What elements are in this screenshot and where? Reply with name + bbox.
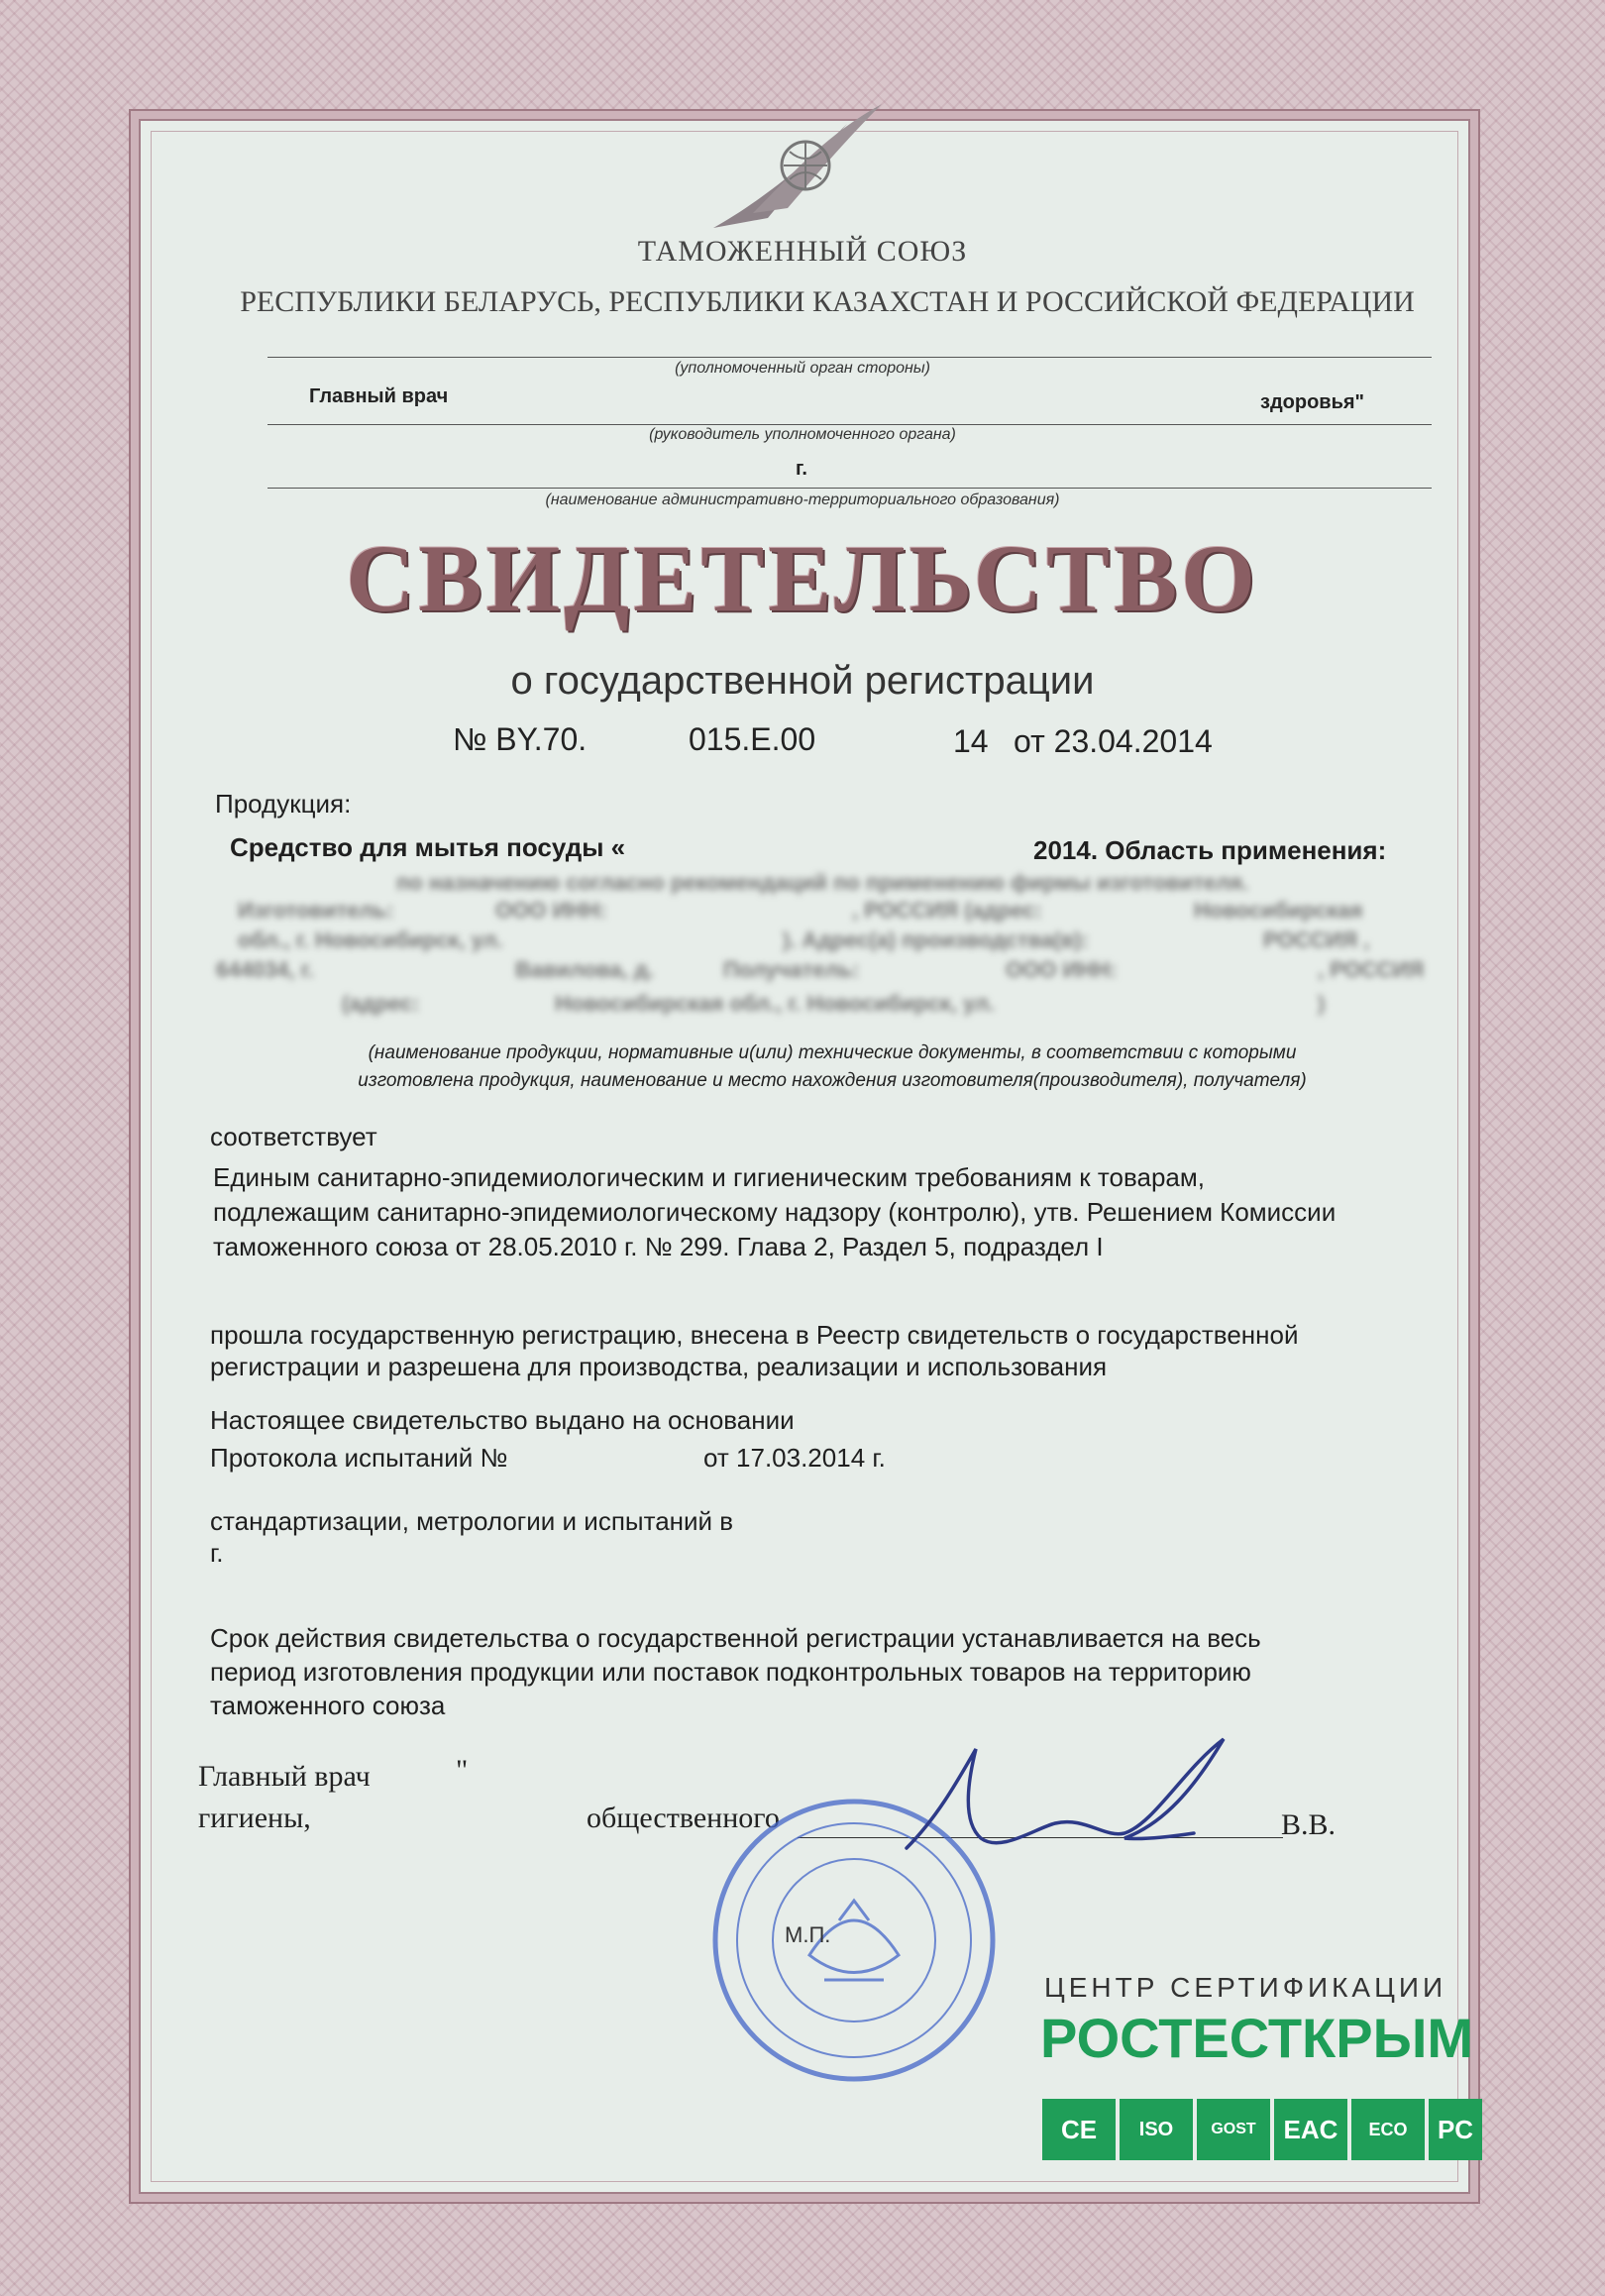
badge-iso-icon: ISO — [1120, 2099, 1193, 2160]
admin-line — [268, 488, 1432, 489]
redacted-line-5b: Новосибирская обл., г. Новосибирск, ул. — [555, 991, 995, 1016]
sign-initials: В.В. — [1281, 1808, 1337, 1841]
redacted-line-4b: Вавилова, д. — [515, 957, 655, 982]
redacted-line-5c: ) — [1318, 991, 1326, 1016]
badge-ce-icon: CE — [1042, 2099, 1116, 2160]
union-title: ТАМОЖЕННЫЙ СОЮЗ — [637, 235, 968, 268]
cert-center-top: ЦЕНТР СЕРТИФИКАЦИИ — [1044, 1972, 1447, 2003]
badge-gost-icon: GOST — [1197, 2099, 1270, 2160]
admin-caption: (наименование административно-территориального образования) — [545, 492, 1060, 508]
handwritten-signature — [897, 1729, 1253, 1888]
redacted-line-4a: 644034, г. — [216, 957, 314, 982]
redacted-line-3b: ). Адрес(а) производства(в): — [783, 928, 1089, 952]
sign-public: общественного — [587, 1802, 780, 1834]
cert-center-brand: РОСТЕСТКРЫМ — [1040, 2007, 1474, 2069]
head-caption: (руководитель уполномоченного органа) — [649, 426, 956, 443]
sign-quote: " — [456, 1754, 469, 1787]
redacted-line-3c: РОССИЯ , — [1263, 928, 1370, 952]
conformity-line-2: подлежащим санитарно-эпидемиологическому надзору (контролю), утв. Решением Комиссии — [213, 1197, 1337, 1227]
redacted-line-2b: ООО ИНН: — [495, 898, 607, 923]
validity-line-2: период изготовления продукции или поставок подконтрольных товаров на территорию — [210, 1657, 1251, 1687]
validity-line-3: таможенного союза — [210, 1691, 446, 1720]
product-caption-2: изготовлена продукция, наименование и место нахождения изготовителя(производителя), получателя) — [358, 1070, 1307, 1091]
badge-pc-icon: PC — [1429, 2099, 1482, 2160]
protocol-date: от 17.03.2014 г. — [703, 1443, 886, 1473]
chief-right: здоровья" — [1260, 391, 1365, 413]
redacted-line-4d: ООО ИНН: — [1006, 957, 1118, 982]
sign-hygiene: гигиены, — [198, 1802, 311, 1834]
product-label: Продукция: — [215, 789, 352, 819]
basis-line-4: г. — [210, 1538, 224, 1568]
basis-line-1: Настоящее свидетельство выдано на основании — [210, 1405, 795, 1435]
redacted-line-2d: Новосибирская — [1194, 898, 1363, 923]
cert-center-logo — [1030, 1972, 1486, 2160]
registration-line-1: прошла государственную регистрацию, внесена в Реестр свидетельств о государственной — [210, 1320, 1299, 1350]
stamp-mp-label: М.П. — [785, 1922, 831, 1947]
authority-caption: (уполномоченный орган стороны) — [675, 360, 930, 377]
validity-line-1: Срок действия свидетельства о государственной регистрации устанавливается на весь — [210, 1623, 1261, 1653]
number-tail: 14 — [953, 723, 989, 759]
product-name-right: 2014. Область применения: — [1033, 835, 1387, 865]
redacted-line-4c: Получатель: — [723, 957, 860, 982]
protocol-label: Протокола испытаний № — [210, 1443, 508, 1473]
sign-chief: Главный врач — [198, 1760, 371, 1793]
redacted-line-2a: Изготовитель: — [238, 898, 394, 923]
republics-title: РЕСПУБЛИКИ БЕЛАРУСЬ, РЕСПУБЛИКИ КАЗАХСТАН И РОССИЙСКОЙ ФЕДЕРАЦИИ — [240, 285, 1415, 318]
badge-eco-icon: ECO — [1351, 2099, 1425, 2160]
city-prefix: г. — [796, 458, 807, 480]
basis-line-3: стандартизации, метрологии и испытаний в — [210, 1506, 734, 1536]
registration-line-2: регистрации и разрешена для производства, реализации и использования — [210, 1352, 1108, 1381]
product-name-left: Средство для мытья посуды « — [230, 832, 626, 862]
conformity-heading: соответствует — [210, 1122, 377, 1151]
customs-union-emblem-icon — [698, 94, 897, 238]
conformity-line-3: таможенного союза от 28.05.2010 г. № 299. Глава 2, Раздел 5, подраздел I — [213, 1232, 1104, 1261]
issue-date: от 23.04.2014 — [1014, 723, 1213, 759]
redacted-line-1: по назначению согласно рекомендаций по применению фирмы изготовителя. — [396, 870, 1249, 895]
number-prefix: № BY.70. — [453, 721, 588, 757]
redacted-line-4e: , РОССИЯ — [1318, 957, 1425, 982]
badge-eac-icon: EAC — [1274, 2099, 1347, 2160]
redacted-line-3a: обл., г. Новосибирск, ул. — [238, 928, 503, 952]
authority-line — [268, 357, 1432, 358]
number-mid: 015.Е.00 — [689, 721, 816, 757]
certificate-title: СВИДЕТЕЛЬСТВО — [346, 525, 1259, 631]
conformity-line-1: Единым санитарно-эпидемиологическим и гигиеническим требованиям к товарам, — [213, 1162, 1205, 1192]
redacted-line-2c: , РОССИЯ (адрес: — [852, 898, 1042, 923]
head-line — [268, 424, 1432, 425]
certificate-subtitle: о государственной регистрации — [510, 659, 1095, 703]
chief-left: Главный врач — [309, 385, 449, 407]
product-caption-1: (наименование продукции, нормативные и(или) технические документы, в соответствии с которыми — [368, 1042, 1297, 1063]
redacted-line-5a: (адрес: — [342, 991, 420, 1016]
